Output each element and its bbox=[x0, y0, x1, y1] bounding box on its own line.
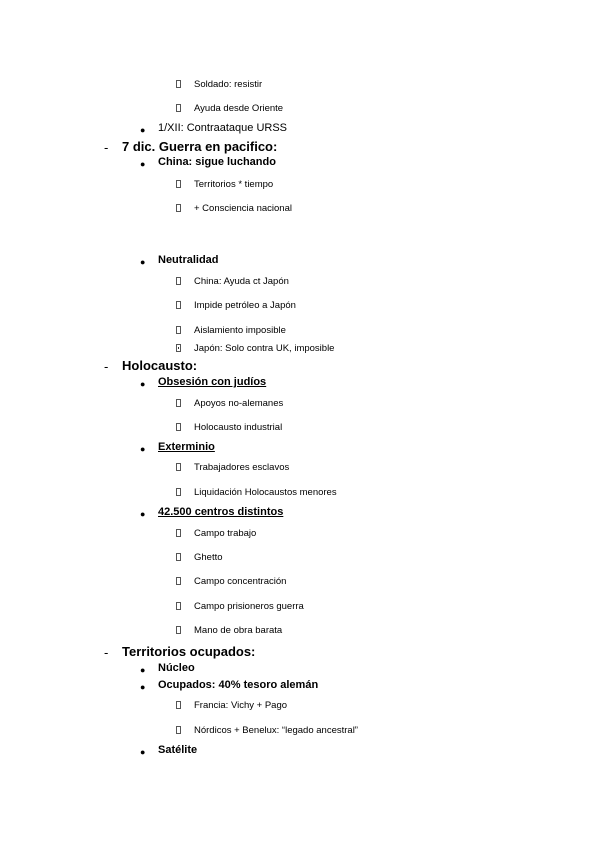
item-text: Ocupados: 40% tesoro alemán bbox=[158, 679, 319, 691]
checkbox-bullet-icon bbox=[176, 204, 181, 212]
item-text: China: sigue luchando bbox=[158, 156, 276, 168]
dot-bullet-icon: ● bbox=[140, 509, 146, 519]
dot-bullet-icon: ● bbox=[140, 747, 146, 757]
heading-text: 7 dic. Guerra en pacifico: bbox=[122, 139, 278, 154]
heading-text: Territorios ocupados: bbox=[122, 644, 256, 659]
dot-bullet-icon: ● bbox=[140, 257, 146, 267]
item-text: Exterminio bbox=[158, 441, 215, 453]
item-text: + Consciencia nacional bbox=[194, 203, 292, 214]
item-text: Japón: Solo contra UK, imposible bbox=[194, 343, 335, 354]
checkbox-bullet-icon bbox=[176, 80, 181, 88]
dash-bullet-icon: - bbox=[104, 645, 109, 660]
dash-bullet-icon: - bbox=[104, 140, 109, 155]
dot-bullet-icon: ● bbox=[140, 379, 146, 389]
item-text: Campo prisioneros guerra bbox=[194, 601, 304, 612]
item-text: Satélite bbox=[158, 744, 198, 756]
item-text: 42.500 centros distintos bbox=[158, 506, 284, 518]
checked-box-bullet-icon bbox=[176, 344, 181, 352]
item-text: Campo trabajo bbox=[194, 528, 257, 539]
item-text: Soldado: resistir bbox=[194, 79, 263, 90]
checkbox-bullet-icon bbox=[176, 602, 181, 610]
item-text: Obsesión con judíos bbox=[158, 376, 267, 388]
item-text: Holocausto industrial bbox=[194, 422, 283, 433]
checkbox-bullet-icon bbox=[176, 301, 181, 309]
item-text: Nórdicos + Benelux: “legado ancestral” bbox=[194, 725, 358, 736]
checkbox-bullet-icon bbox=[176, 423, 181, 431]
checkbox-bullet-icon bbox=[176, 104, 181, 112]
dash-bullet-icon: - bbox=[104, 359, 109, 374]
item-text: Aislamiento imposible bbox=[194, 325, 286, 336]
item-text: Neutralidad bbox=[158, 254, 219, 266]
checkbox-bullet-icon bbox=[176, 399, 181, 407]
heading-text: Holocausto: bbox=[122, 358, 198, 373]
item-text: Francia: Vichy + Pago bbox=[194, 700, 288, 711]
item-text: Campo concentración bbox=[194, 576, 287, 587]
dot-bullet-icon: ● bbox=[140, 682, 146, 692]
checkbox-bullet-icon bbox=[176, 180, 181, 188]
checkbox-bullet-icon bbox=[176, 577, 181, 585]
dot-bullet-icon: ● bbox=[140, 444, 146, 454]
dot-bullet-icon: ● bbox=[140, 159, 146, 169]
checkbox-bullet-icon bbox=[176, 626, 181, 634]
checkbox-bullet-icon bbox=[176, 553, 181, 561]
item-text: Ghetto bbox=[194, 552, 223, 563]
dot-bullet-icon: ● bbox=[140, 125, 146, 135]
checkbox-bullet-icon bbox=[176, 726, 181, 734]
dot-bullet-icon: ● bbox=[140, 665, 146, 675]
item-text: Liquidación Holocaustos menores bbox=[194, 487, 337, 498]
item-text: Territorios * tiempo bbox=[194, 179, 274, 190]
item-text: Mano de obra barata bbox=[194, 625, 283, 636]
item-text: Apoyos no-alemanes bbox=[194, 398, 284, 409]
item-text: Núcleo bbox=[158, 662, 195, 674]
checkbox-bullet-icon bbox=[176, 701, 181, 709]
item-text: Trabajadores esclavos bbox=[194, 462, 290, 473]
item-text: Ayuda desde Oriente bbox=[194, 103, 284, 114]
item-text: 1/XII: Contraataque URSS bbox=[158, 122, 288, 134]
checkbox-bullet-icon bbox=[176, 326, 181, 334]
checkbox-bullet-icon bbox=[176, 529, 181, 537]
item-text: Impide petróleo a Japón bbox=[194, 300, 296, 311]
checkbox-bullet-icon bbox=[176, 463, 181, 471]
item-text: China: Ayuda ct Japón bbox=[194, 276, 289, 287]
checkbox-bullet-icon bbox=[176, 488, 181, 496]
checkbox-bullet-icon bbox=[176, 277, 181, 285]
